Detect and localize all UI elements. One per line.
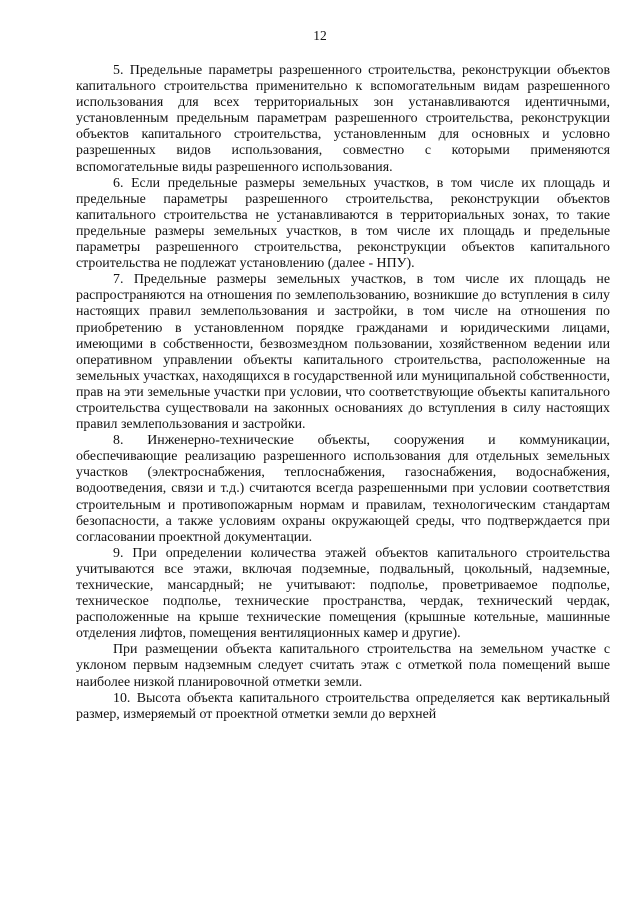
- paragraph-6: 6. Если предельные размеры земельных участков, в том числе их площадь и предельные параметры разрешенного строительства, реконструкции объектов капитального строительства не устанавливаются в территориальных зонах, то такие предельные размеры земельных участков, в том числе их площадь и предельные параметры разрешенного строительства, реконструкции объектов капитального строительства не подлежат установлению (далее - НПУ).: [76, 175, 610, 272]
- paragraph-10: 10. Высота объекта капитального строительства определяется как вертикальный размер, измеряемый от проектной отметки земли до верхней: [76, 690, 610, 722]
- paragraph-9-continuation: При размещении объекта капитального строительства на земельном участке с уклоном первым надземным следует считать этаж с отметкой пола помещений выше наиболее низкой планировочной отметки земли.: [76, 642, 610, 690]
- paragraph-8: 8. Инженерно-технические объекты, сооружения и коммуникации, обеспечивающие реализацию разрешенного использования для отдельных земельных участков (электроснабжения, теплоснабжения, газоснабжения, водоснабжения, водоотведения, связи и т.д.) считаются всегда разрешенными при условии соответствия строительным и противопожарным нормам и правилам, технологическим стандартам безопасности, а также условиям охраны окружающей среды, что подтверждается при согласовании проектной документации.: [76, 433, 610, 545]
- paragraph-7: 7. Предельные размеры земельных участков, в том числе их площадь не распространяются на отношения по землепользованию, возникшие до вступления в силу настоящих правил землепользования и застройки, в том числе на отношения по приобретению в установленном порядке гражданами и юридическими лицами, имеющими в собственности, безвозмездном пользовании, хозяйственном ведении или оперативном управлении объекты капитального строительства, расположенные на земельных участках, находящихся в государственной или муниципальной собственности, прав на эти земельные участки при условии, что соответствующие объекты капитального строительства существовали на законных основаниях до вступления в силу настоящих правил землепользования и застройки.: [76, 272, 610, 433]
- document-body: [76, 63, 610, 723]
- page-number: 12: [313, 28, 327, 43]
- paragraph-9: 9. При определении количества этажей объектов капитального строительства учитываются все этажи, включая подземные, подвальный, цокольный, надземные, технические, мансардный; не учитывают: подполье, проветриваемое подполье, техническое подполье, технические пространства, чердак, технический чердак, расположенные на крыше технические помещения (крышные котельные, машинные отделения лифтов, помещения вентиляционных камер и другие).: [76, 545, 610, 642]
- paragraph-5: 5. Предельные параметры разрешенного строительства, реконструкции объектов капитального строительства применительно к вспомогательным видам разрешенного использования для всех территориальных зон устанавливаются идентичными, установленным предельным параметрам разрешенного строительства, реконструкции объектов капитального строительства, установленным для основных и условно разрешенных видов использования, совместно с которыми применяются вспомогательные виды разрешенного использования.: [76, 63, 610, 175]
